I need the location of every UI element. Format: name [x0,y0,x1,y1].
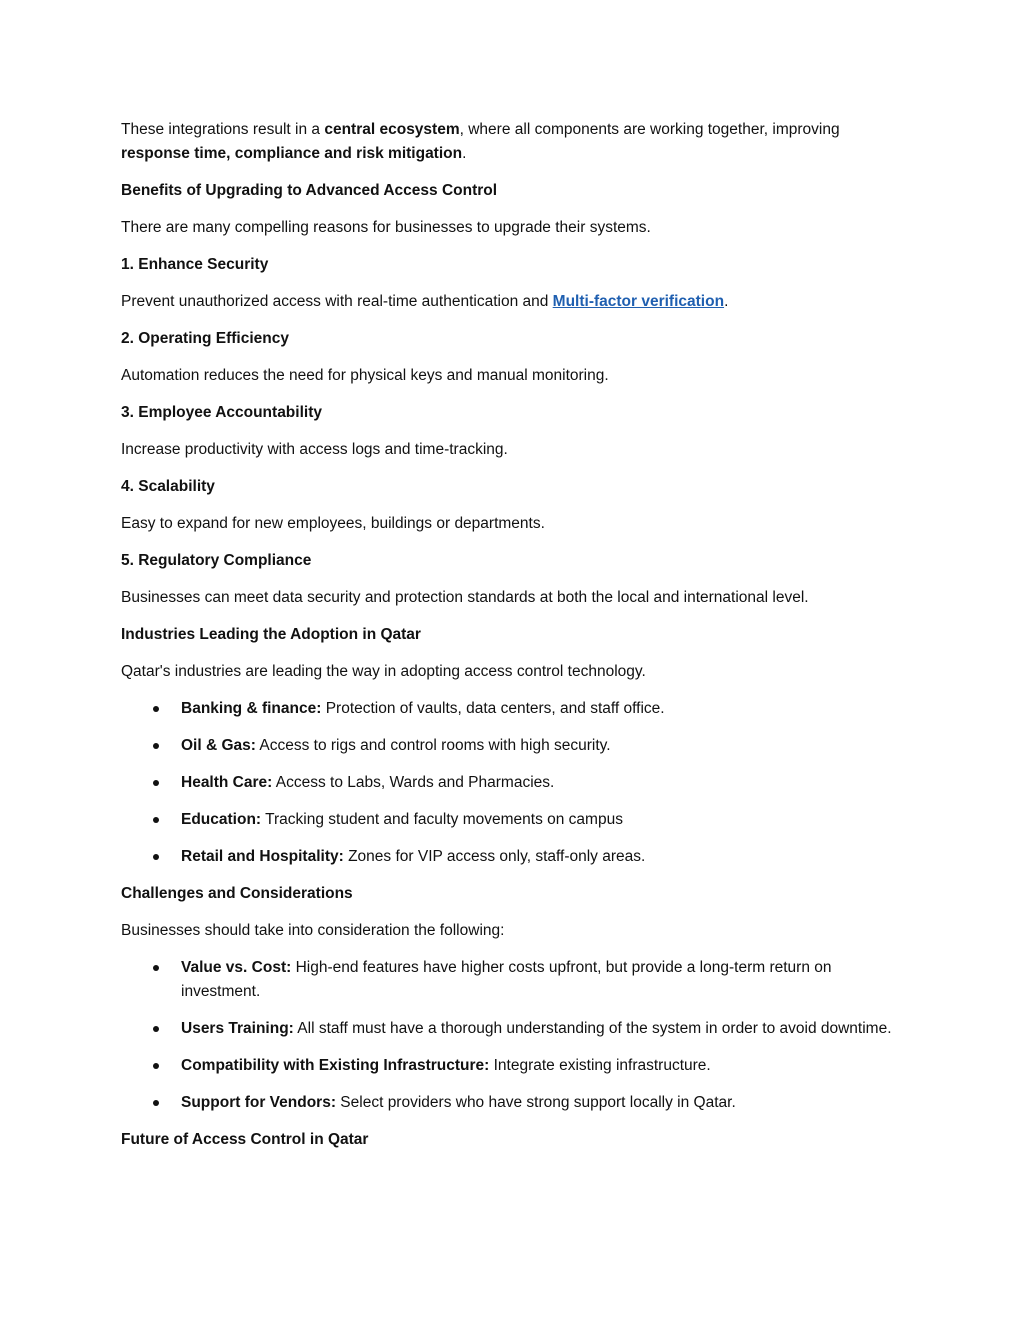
item-label: Support for Vendors: [181,1094,336,1111]
item-label: Compatibility with Existing Infrastructure: [181,1057,490,1074]
document-page [121,118,911,1165]
industries-list [121,697,911,869]
bullet-icon [153,780,159,786]
list-item [121,956,911,1004]
item-text: Integrate existing infrastructure. [489,1057,711,1074]
item-text: Access to Labs, Wards and Pharmacies. [272,774,555,791]
intro-text-middle: , where all components are working together, improving [459,121,840,138]
item-label: Value vs. Cost: [181,959,292,976]
bullet-icon [153,1063,159,1069]
benefits-heading: Benefits of Upgrading to Advanced Access Control [121,182,498,199]
benefit-title: 3. Employee Accountability [121,404,322,421]
item-text: Zones for VIP access only, staff-only areas. [343,848,646,865]
bullet-icon [153,743,159,749]
industries-intro: Qatar's industries are leading the way in adopting access control technology. [121,663,646,680]
benefit-text-start: Prevent unauthorized access with real-time authentication and [121,293,553,310]
bullet-icon [153,706,159,712]
item-label: Retail and Hospitality: [181,848,344,865]
challenges-list [121,956,911,1115]
item-label: Education: [181,811,262,828]
benefit-title: 5. Regulatory Compliance [121,552,312,569]
benefit-title: 2. Operating Efficiency [121,330,289,347]
item-text: All staff must have a thorough understanding of the system in order to avoid downtime. [293,1020,892,1037]
item-text: Access to rigs and control rooms with high security. [255,737,611,754]
benefit-text [121,290,911,314]
benefit-text: Easy to expand for new employees, buildings or departments. [121,515,545,532]
item-label: Banking & finance: [181,700,322,717]
item-label: Users Training: [181,1020,294,1037]
benefit-text: Automation reduces the need for physical keys and manual monitoring. [121,367,609,384]
bullet-icon [153,1026,159,1032]
item-text: Select providers who have strong support locally in Qatar. [336,1094,736,1111]
challenges-intro: Businesses should take into consideration the following: [121,922,505,939]
list-item [121,808,911,832]
intro-bold-ecosystem: central ecosystem [324,121,460,138]
intro-paragraph [121,118,911,166]
list-item [121,1091,911,1115]
list-item [121,697,911,721]
bullet-icon [153,1100,159,1106]
list-item [121,845,911,869]
benefit-text: Businesses can meet data security and protection standards at both the local and international level. [121,589,809,606]
benefit-title: 1. Enhance Security [121,256,269,273]
benefit-text-end: . [724,293,729,310]
item-label: Oil & Gas: [181,737,256,754]
multi-factor-verification-link[interactable]: Multi-factor verification [552,293,725,310]
future-heading: Future of Access Control in Qatar [121,1131,369,1148]
item-text: Tracking student and faculty movements on campus [261,811,623,828]
bullet-icon [153,817,159,823]
benefits-intro: There are many compelling reasons for businesses to upgrade their systems. [121,219,651,236]
list-item [121,1054,911,1078]
intro-text-start: These integrations result in a [121,121,325,138]
list-item [121,1017,911,1041]
benefit-text: Increase productivity with access logs and time-tracking. [121,441,508,458]
challenges-heading: Challenges and Considerations [121,885,353,902]
bullet-icon [153,965,159,971]
bullet-icon [153,854,159,860]
intro-text-end: . [462,145,467,162]
industries-heading: Industries Leading the Adoption in Qatar [121,626,421,643]
item-label: Health Care: [181,774,273,791]
intro-bold-response: response time, compliance and risk mitigation [121,145,463,162]
item-text: Protection of vaults, data centers, and staff office. [321,700,665,717]
list-item [121,771,911,795]
benefit-title: 4. Scalability [121,478,215,495]
item-text: High-end features have higher costs upfront, but provide a long-term return on investment. [181,959,832,1000]
list-item [121,734,911,758]
